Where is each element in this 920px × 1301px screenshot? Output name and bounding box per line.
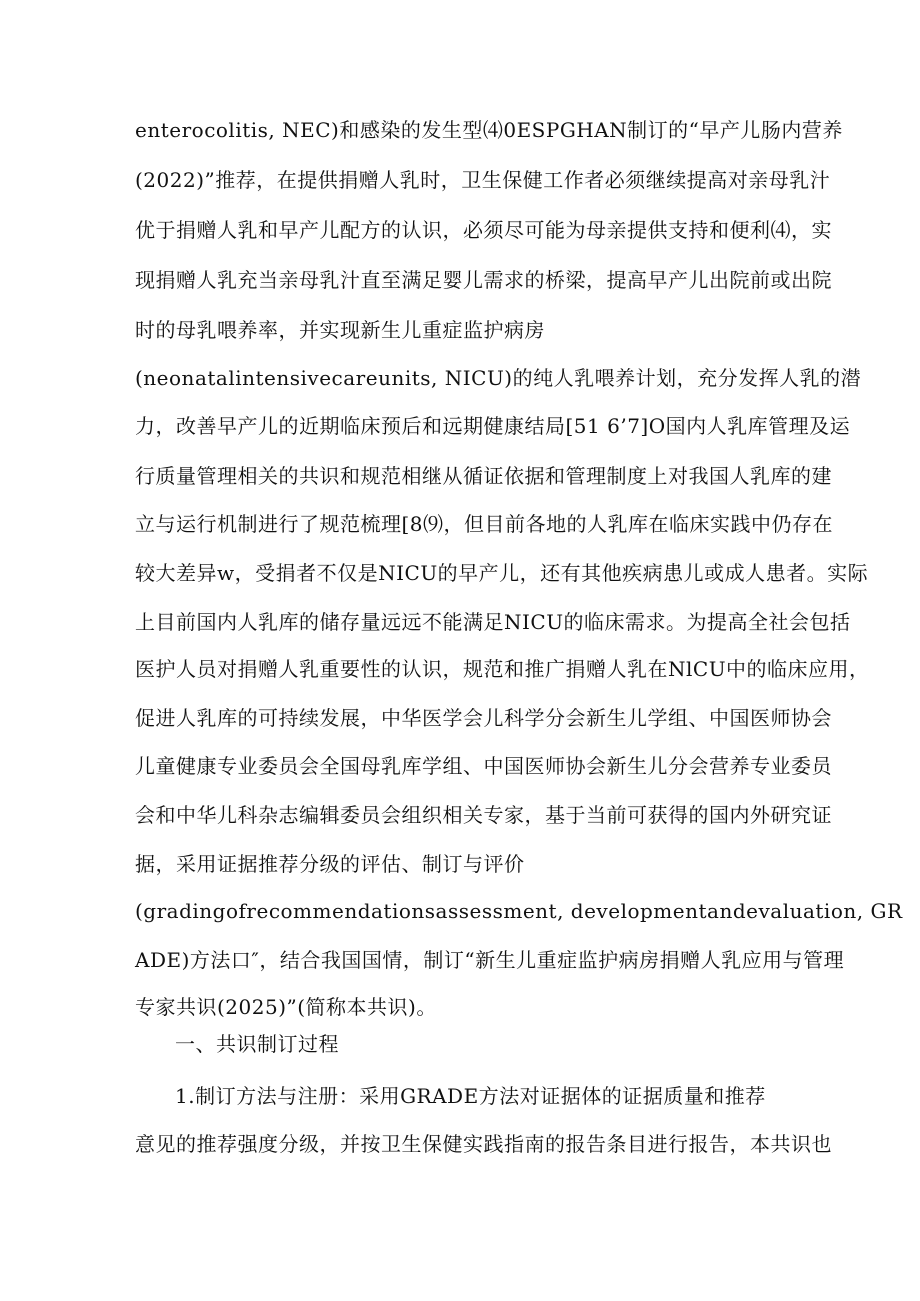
text-line: 现捐赠人乳充当亲母乳汁直至满足婴儿需求的桥梁，提高早产儿出院前或出院 [135, 268, 832, 292]
text-line: 专家共识(2025)”(简称本共识)。 [135, 995, 437, 1019]
text-line: (neonatalintensivecareunits, NICU)的纯人乳喂养计划，充分发挥人乳的潜 [135, 366, 862, 390]
text-line: (2022)”推荐，在提供捐赠人乳时，卫生保健工作者必须继续提高对亲母乳汁 [135, 168, 831, 192]
text-line: enterocolitis, NEC)和感染的发生型⑷0ESPGHAN制订的“早产儿肠内营养 [135, 118, 843, 142]
text-line: 1.制订方法与注册：采用GRADE方法对证据体的证据质量和推荐 [175, 1084, 766, 1108]
section-heading: 一、共识制订过程 [175, 1032, 339, 1056]
text-line: (gradingofrecommendationsassessment, developmentandevaluation, GR [135, 899, 903, 923]
text-line: 医护人员对捐赠人乳重要性的认识，规范和推广捐赠人乳在NlCU中的临床应用， [135, 657, 870, 681]
text-line: 较大差异w，受捐者不仅是NICU的早产儿，还有其他疾病患儿或成人患者。实际 [135, 561, 869, 585]
text-line: 立与运行机制进行了规范梳理[8⑼，但目前各地的人乳库在临床实践中仍存在 [135, 512, 834, 536]
text-line: 力，改善早产儿的近期临床预后和远期健康结局[51 6’7]O国内人乳库管理及运 [135, 414, 851, 438]
text-line: 儿童健康专业委员会全国母乳库学组、中国医师协会新生儿分会营养专业委员 [135, 754, 832, 778]
text-line: 会和中华儿科杂志编辑委员会组织相关专家，基于当前可获得的国内外研究证 [135, 803, 832, 827]
text-line: 上目前国内人乳库的储存量远远不能满足NICU的临床需求。为提高全社会包括 [135, 610, 851, 634]
text-line: 优于捐赠人乳和早产儿配方的认识，必须尽可能为母亲提供支持和便利⑷，实 [135, 218, 832, 242]
text-line: 时的母乳喂养率，并实现新生儿重症监护病房 [135, 318, 545, 342]
text-line: 促进人乳库的可持续发展，中华医学会儿科学分会新生儿学组、中国医师协会 [135, 706, 832, 730]
text-line: 据，采用证据推荐分级的评估、制订与评价 [135, 852, 525, 876]
text-line: 意见的推荐强度分级，并按卫生保健实践指南的报告条目进行报告，本共识也 [135, 1132, 832, 1156]
text-line: ADE)方法口″，结合我国国情，制订“新生儿重症监护病房捐赠人乳应用与管理 [135, 948, 845, 972]
text-line: 行质量管理相关的共识和规范相继从循证依据和管理制度上对我国人乳库的建 [135, 464, 832, 488]
